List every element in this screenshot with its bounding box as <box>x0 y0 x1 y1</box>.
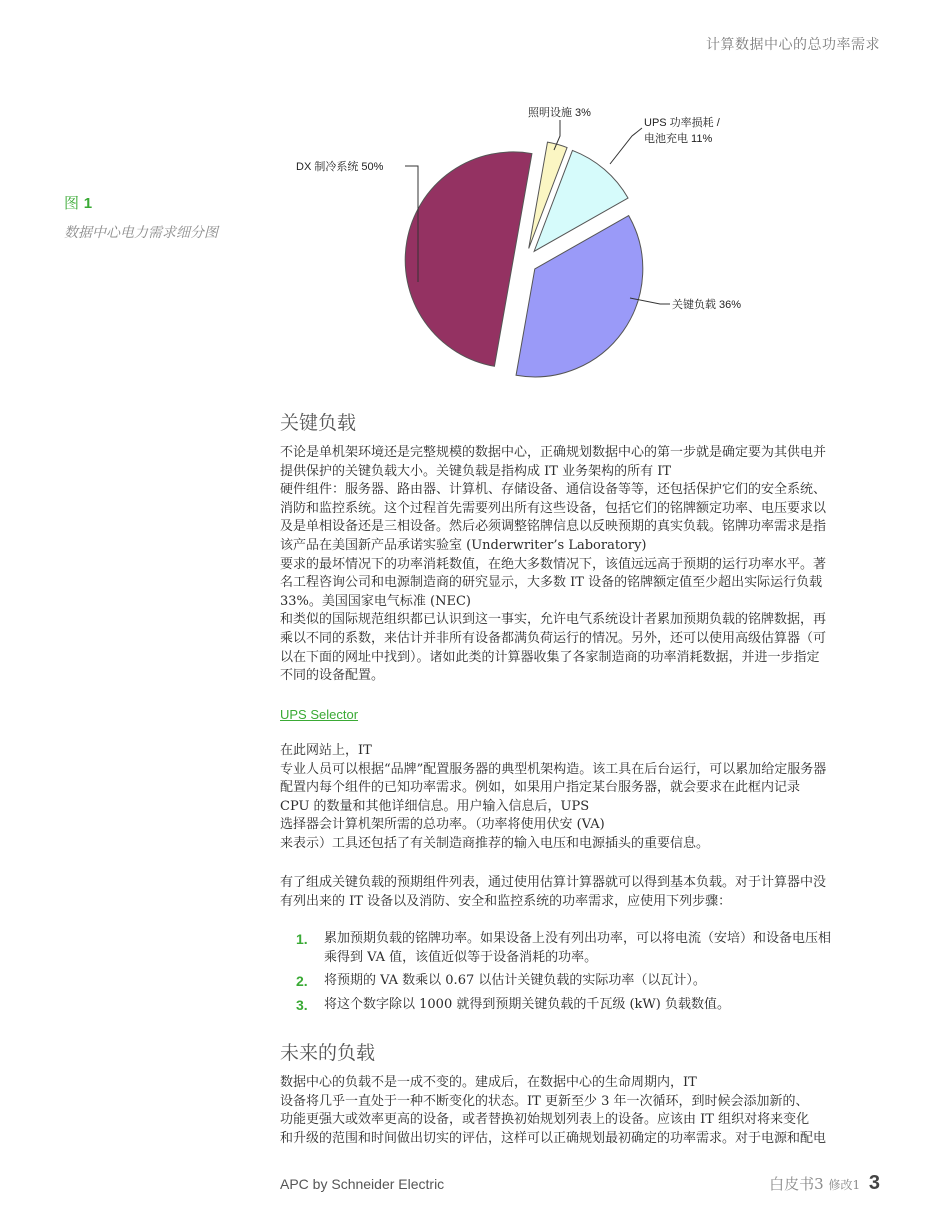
pie-label-dx-cooling: DX 制冷系统 50% <box>296 161 384 173</box>
paragraph-line: 功能更强大或效率更高的设备，或者替换初始规划列表上的设备。应该由 IT 组织对将来变化 <box>280 1112 810 1128</box>
footer-page-info <box>769 1172 880 1195</box>
section-ups-selector-body <box>280 742 877 854</box>
paragraph-line: 在此网站上，IT <box>280 743 372 758</box>
paragraph-line: 乘以不同的系数，来估计并非所有设备都满负荷运行的情况。另外，还可以使用高级估算器（可 <box>280 630 827 646</box>
paragraph-line: 选择器会计算机架所需的总功率。（功率将使用伏安 (VA) <box>280 817 605 833</box>
pie-label-lighting: 照明设施 3% <box>528 107 591 119</box>
paragraph-line: 不同的设备配置。 <box>280 668 385 684</box>
step-number: 2. <box>296 973 308 990</box>
paragraph-line: 33%。美国国家电气标准 (NEC) <box>280 593 471 609</box>
ups-selector-link[interactable]: UPS Selector <box>280 707 359 722</box>
step-item <box>296 996 876 1015</box>
pie-label-ups-line1: UPS 功率损耗 / <box>644 117 720 129</box>
section-critical-load-body <box>280 444 877 686</box>
figure-label-prefix: 图 <box>64 194 80 212</box>
paragraph-line: 数据中心的负载不是一成不变的。建成后，在数据中心的生命周期内，IT <box>280 1075 697 1090</box>
paragraph-line: 有了组成关键负载的预期组件列表，通过使用估算计算器就可以得到基本负载。对于计算器中没 <box>280 875 827 890</box>
leader-line-ups <box>610 128 642 164</box>
ups-selector-link-row <box>280 706 877 726</box>
section-future-load-body <box>280 1074 877 1148</box>
pie-label-critical-load: 关键负载 36% <box>672 299 742 311</box>
paragraph-line: 及是单相设备还是三相设备。然后必须调整铭牌信息以反映预期的真实负载。铭牌功率需求是指 <box>280 519 827 535</box>
footer-brand: APC by Schneider Electric <box>280 1176 445 1192</box>
pie-slice-critical-load <box>516 216 643 377</box>
steps-list <box>296 930 876 1019</box>
paragraph-line: 专业人员可以根据“品牌”配置服务器的典型机架构造。该工具在后台运行，可以累加给定服务器 <box>280 761 827 777</box>
step-item <box>296 972 876 991</box>
pie-slice-dx-cooling <box>405 152 532 366</box>
paragraph-line: 配置内每个组件的已知功率需求。例如，如果用户指定某台服务器，就会要求在此框内记录 <box>280 780 801 796</box>
step-line: 累加预期负载的铭牌功率。如果设备上没有列出功率，可以将电流（安培）和设备电压相 <box>324 931 832 946</box>
pie-label-ups-line2: 电池充电 11% <box>644 133 713 145</box>
figure-label <box>64 192 92 213</box>
paragraph-line: 要求的最坏情况下的功率消耗数值，在绝大多数情况下，该值远远高于预期的运行功率水平。著 <box>280 556 827 572</box>
paragraph-line: 和升级的范围和时间做出切实的评估，这样可以正确规划最初确定的功率需求。对于电源和配电 <box>280 1130 827 1146</box>
paragraph-line: 硬件组件：服务器、路由器、计算机、存储设备、通信设备等等，还包括保护它们的安全系统、 <box>280 482 827 498</box>
step-line: 将预期的 VA 数乘以 0.67 以估计关键负载的实际功率（以瓦计）。 <box>324 973 706 989</box>
step-line: 将这个数字除以 1000 就得到预期关键负载的千瓦级 (kW) 负载数值。 <box>324 996 730 1012</box>
paragraph-line: 提供保护的关键负载大小。关键负载是指构成 IT 业务架构的所有 IT <box>280 463 672 479</box>
step-item <box>296 930 876 967</box>
step-text <box>324 930 876 967</box>
paragraph-line: 不论是单机架环境还是完整规模的数据中心，正确规划数据中心的第一步就是确定要为其供电并 <box>280 445 827 460</box>
paragraph-line: 设备将几乎一直处于一种不断变化的状态。IT 更新至少 3 年一次循环，到时候会添加新的、 <box>280 1093 809 1109</box>
paragraph-line: 有列出来的 IT 设备以及消防、安全和监控系统的功率需求，应使用下列步骤： <box>280 893 732 909</box>
figure-caption: 数据中心电力需求细分图 <box>64 225 218 241</box>
paragraph-line: 以在下面的网址中找到）。诸如此类的计算器收集了各家制造商的功率消耗数据，并进一步指定 <box>280 649 820 665</box>
step-line: 乘得到 VA 值，该值近似等于设备消耗的功率。 <box>324 949 598 965</box>
section-heading-future-load: 未来的负载 <box>280 1042 376 1064</box>
paragraph-line: 该产品在美国新产品承诺实验室 (Underwriter’s Laboratory) <box>280 537 647 553</box>
figure-label-number: 1 <box>83 195 93 212</box>
power-breakdown-pie-chart <box>270 88 830 388</box>
paragraph-line: CPU 的数量和其他详细信息。用户输入信息后，UPS <box>280 798 590 814</box>
footer-doc-name: 白皮书3 <box>769 1175 824 1193</box>
paragraph-line: 名工程咨询公司和电源制造商的研究显示，大多数 IT 设备的铭牌额定值至少超出实际运行负载 <box>280 575 823 591</box>
paragraph-line: 消防和监控系统。这个过程首先需要列出所有这些设备，包括它们的铭牌额定功率、电压要求以 <box>280 500 827 516</box>
step-number: 1. <box>296 931 308 947</box>
paragraph-line: 和类似的国际规范组织都已认识到这一事实，允许电气系统设计者累加预期负载的铭牌数据，再 <box>280 612 827 628</box>
section-critical-load <box>280 414 877 433</box>
section-heading-critical-load: 关键负载 <box>280 412 357 434</box>
section-estimate-body <box>280 874 877 911</box>
paragraph-line: 来表示）工具还包括了有关制造商推荐的输入电压和电源插头的重要信息。 <box>280 835 710 851</box>
footer-revision: 修改1 <box>828 1178 861 1192</box>
section-future-load <box>280 1044 877 1063</box>
page-header-title: 计算数据中心的总功率需求 <box>706 37 880 53</box>
footer-page-number: 3 <box>868 1172 880 1194</box>
step-number: 3. <box>296 996 308 1013</box>
